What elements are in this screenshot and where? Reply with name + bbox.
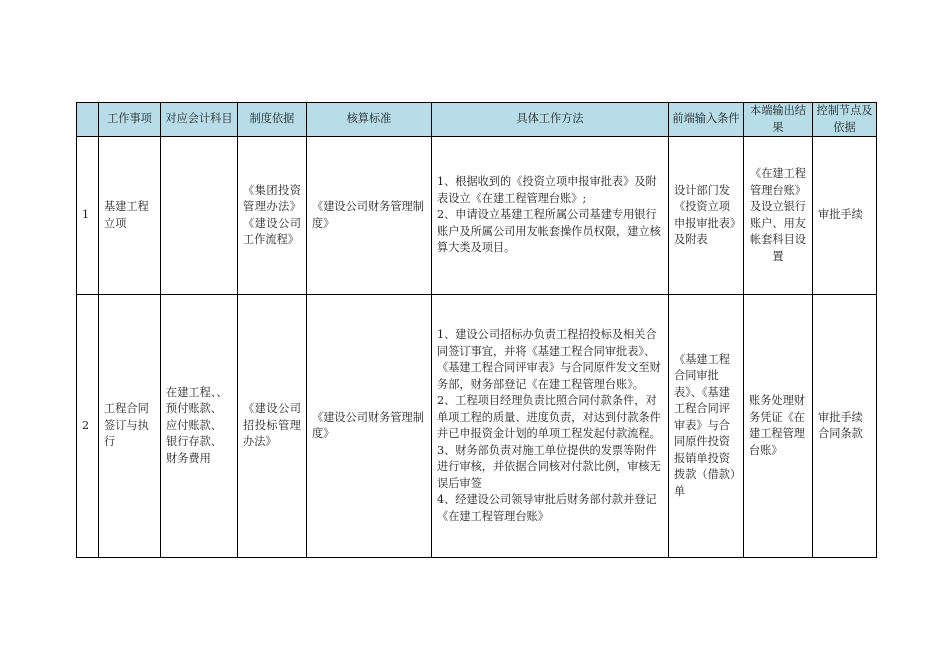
account-item: 银行存款、 — [166, 435, 222, 449]
row-input: 设计部门发《投资立项申报审批表》及附表 — [669, 137, 744, 295]
control-node: 审批手续 — [818, 208, 863, 222]
account-item: 预付账款、 — [166, 402, 222, 416]
method-step: 4、经建设公司领导审批后财务部付款并登记《在建工程管理台账》 — [437, 493, 657, 523]
method-step: 2、工程项目经理负责比照合同付款条件，对单项工程的质量、进度负责，对达到付款条件并已申报资金计划的单项工程发起付款流程。 — [437, 394, 661, 440]
header-index — [77, 103, 99, 137]
account-item: 在建工程、、 — [166, 385, 228, 399]
row-standard: 《建设公司财务管理制度》 — [307, 137, 432, 295]
control-node: 合同条款 — [818, 427, 863, 440]
row-basis: 《集团投资管理办法》《建设公司工作流程》 — [238, 137, 307, 295]
row-index: 1 — [77, 137, 99, 295]
method-step: 1、根据收到的《投资立项申报审批表》及附表设立《在建工程管理台账》; — [437, 175, 657, 205]
header-basis: 制度依据 — [238, 103, 307, 137]
control-node: 审批手续 — [818, 410, 863, 424]
account-item: 应付账款、 — [166, 418, 222, 432]
header-methods: 具体工作方法 — [432, 103, 669, 137]
table-row — [77, 295, 877, 558]
row-accounts — [161, 137, 238, 295]
row-standard: 《建设公司财务管理制度》 — [307, 295, 432, 558]
table-header-row — [77, 103, 877, 137]
row-accounts — [161, 295, 238, 558]
header-standard: 核算标准 — [307, 103, 432, 137]
row-output: 账务处理财务凭证《在建工程管理台账》 — [744, 295, 813, 558]
header-input: 前端输入条件 — [669, 103, 744, 137]
row-methods — [432, 137, 669, 295]
row-output: 《在建工程管理台账》及设立银行账户、用友帐套科目设置 — [744, 137, 813, 295]
table-row — [77, 137, 877, 295]
row-work-item: 基建工程立项 — [99, 137, 161, 295]
row-control — [813, 137, 877, 295]
method-step: 2、申请设立基建工程所属公司基建专用银行账户及所属公司用友帐套操作员权限，建立核算大类及项目。 — [437, 208, 661, 255]
header-work-item: 工作事项 — [99, 103, 161, 137]
row-index: 2 — [77, 295, 99, 558]
row-methods — [432, 295, 669, 558]
row-work-item: 工程合同签订与执行 — [99, 295, 161, 558]
row-basis: 《建设公司招投标管理办法》 — [238, 295, 307, 558]
method-step: 3、财务部负责对施工单位提供的发票等附件进行审核，并依据合同核对付款比例，审核无误后审签 — [437, 443, 661, 490]
header-output: 本端输出结果 — [744, 103, 813, 137]
row-input: 《基建工程合同审批表》、《基建工程合同评审表》与合同原件投资报销单投资拨款（借款）单 — [669, 295, 744, 558]
workflow-table — [76, 102, 877, 558]
account-item: 财务费用 — [166, 451, 211, 465]
method-step: 1、建设公司招标办负责工程招投标及相关合同签订事宜，并将《基建工程合同审批表》、《基建工程合同评审表》与合同原件发文至财务部，财务部登记《在建工程管理台账》。 — [437, 328, 661, 391]
header-control: 控制节点及依据 — [813, 103, 877, 137]
header-accounts: 对应会计科目 — [161, 103, 238, 137]
row-control — [813, 295, 877, 558]
